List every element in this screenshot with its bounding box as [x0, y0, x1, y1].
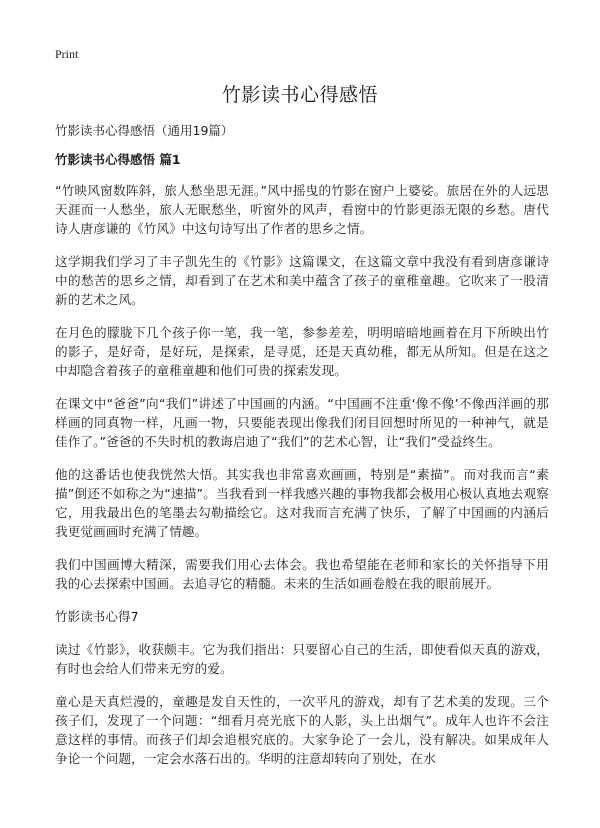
- page-title: 竹影读书心得感悟: [221, 84, 378, 106]
- paragraph: 童心是天真烂漫的，童趣是发自天性的，一次平凡的游戏，却有了艺术美的发现。三个孩子们，发现了一个问题：“细看月亮光底下的人影，头上出烟气”。成年人也许不会注意这样的事情。而孩子们却会追根究底的。大家争论了一会儿，没有解决。如果成年人争论一个问题，一定会水落石出的。华明的注意却转向了别处，在水: [55, 694, 549, 766]
- article-body: [55, 181, 549, 782]
- section-heading-7: 竹影读书心得7: [55, 609, 139, 624]
- paragraph: 在课文中“爸爸”向“我们”讲述了中国画的内涵。“中国画不注重‘像不像’不像西洋画的那样画的同真物一样，凡画一物，只要能表现出像我们闭目回想时所见的一种神气，就是佳作了。”爸爸的不失时机的教诲启迪了“我们”的艺术心智，让“我们”受益终生。: [55, 396, 549, 449]
- document-subtitle: 竹影读书心得感悟（通用19篇）: [55, 123, 234, 138]
- paragraph: 读过《竹影》，收获颇丰。它为我们指出：只要留心自己的生活，即使看似天真的游戏，有时也会给人们带来无穷的爱。: [55, 642, 549, 676]
- paragraph: 他的这番话也使我恍然大悟。其实我也非常喜欢画画，特别是“素描”。而对我而言“素描”倒还不如称之为“速描”。当我看到一样我感兴趣的事物我都会极用心极认真地去观察它，用我最出色的笔墨去勾勒描绘它。这对我而言充满了快乐，了解了中国画的内涵后我更觉画画时充满了情趣。: [55, 467, 549, 539]
- paragraph: 这学期我们学习了丰子凯先生的《竹影》这篇课文，在这篇文章中我没有看到唐彦谦诗中的愁苦的思乡之情，却看到了在艺术和美中蕴含了孩子的童稚童趣。它吹来了一股清新的艺术之风。: [55, 254, 549, 307]
- section-heading-1: 竹影读书心得感悟 篇1: [55, 152, 181, 167]
- paragraph: 我们中国画博大精深，需要我们用心去体会。我也希望能在老师和家长的关怀指导下用我的心去探索中国画。去追寻它的精髓。未来的生活如画卷般在我的眼前展开。: [55, 557, 549, 591]
- print-link[interactable]: Print: [55, 47, 79, 61]
- paragraph: “竹映风窗数阵斜，旅人愁坐思无涯。”风中摇曳的竹影在窗户上婆娑。旅居在外的人远思天涯而一人愁坐，旅人无眠愁坐，听窗外的风声，看窗中的竹影更添无限的乡愁。唐代诗人唐彦谦的《竹风》中这句诗写出了作者的思乡之情。: [55, 183, 549, 236]
- paragraph: 在月色的朦胧下几个孩子你一笔，我一笔，参参差差，明明暗暗地画着在月下所映出竹的影子，是好奇，是好玩，是探索，是寻觅，还是天真幼稚，都无从所知。但是在这之中却隐含着孩子的童稚童趣和他们可贵的探索发现。: [55, 325, 549, 378]
